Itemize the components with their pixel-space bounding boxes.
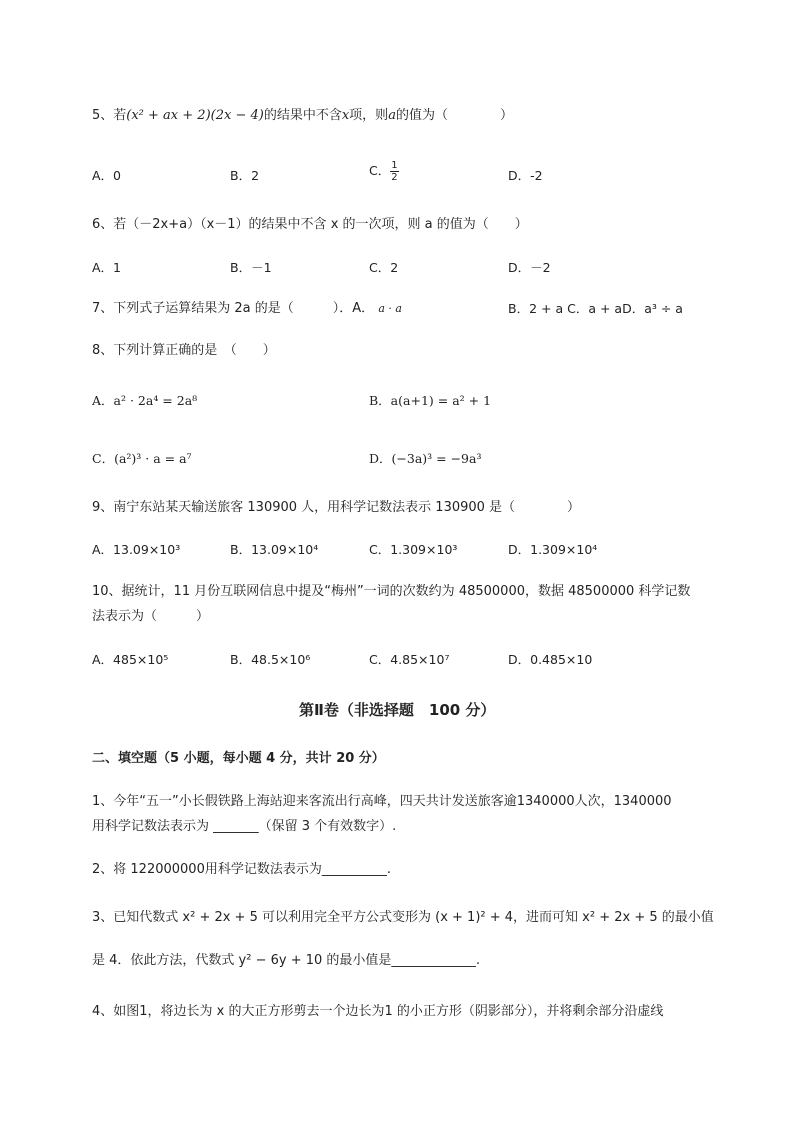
q5-stem <box>92 106 513 126</box>
q5-var-a: a <box>388 108 396 123</box>
q5-option-b: B．2 <box>230 168 260 183</box>
q8-stem: 8、下列计算正确的是 （ ） <box>92 343 276 358</box>
fill3-line2: 是 4．依此方法，代数式 y² − 6y + 10 的最小值是_____________. <box>92 953 481 968</box>
q8-option-d: D．(−3a)³ = −9a³ <box>369 451 482 466</box>
section-heading: 二、填空题（5 小题，每小题 4 分，共计 20 分） <box>92 751 385 766</box>
q5-option-a: A．0 <box>92 168 122 183</box>
q7-option-b-text: B．2 + a <box>508 301 564 316</box>
fraction-numerator: 1 <box>391 160 398 171</box>
q7-option-d-text: D．a³ ÷ a <box>622 301 683 316</box>
section-title: 第Ⅱ卷（非选择题 100 分） <box>299 701 496 719</box>
fill1-line2: 用科学记数法表示为 _______（保留 3 个有效数字）. <box>92 819 397 834</box>
fraction-denominator: 2 <box>391 172 398 183</box>
q6-stem: 6、若（－2x+a）（x－1）的结果中不含 x 的一次项，则 a 的值为（ ） <box>92 217 528 232</box>
q5-mid: 的结果中不含 <box>263 108 342 123</box>
q9-option-d: D．1.309×10⁴ <box>508 542 598 557</box>
q6-option-c: C．2 <box>369 260 399 275</box>
q7-option-c-text: C．a + a <box>567 301 623 316</box>
q7-stem <box>92 299 402 319</box>
q10-option-a: A．485×10⁵ <box>92 652 169 667</box>
fill3-line1: 3、已知代数式 x² + 2x + 5 可以利用完全平方公式变形为 (x + 1)² + 4，进而可知 x² + 2x + 5 的最小值 <box>92 910 714 925</box>
q5-option-d: D．-2 <box>508 168 543 183</box>
q8-option-a: A．a² · 2a⁴ = 2a⁸ <box>92 393 198 408</box>
q5-mid2: 项，则 <box>349 108 389 123</box>
q9-stem: 9、南宁东站某天输送旅客 130900 人，用科学记数法表示 130900 是（ ） <box>92 500 581 515</box>
q5-option-c-label: C． <box>369 163 391 178</box>
q5-suffix: 的值为（ ） <box>395 108 513 123</box>
q7-option-b <box>508 299 683 319</box>
q5-option-c <box>369 160 399 183</box>
q5-option-c-fraction <box>390 160 398 183</box>
q5-prefix: 5、若 <box>92 108 127 123</box>
fill1-line1: 1、今年“五一”小长假铁路上海站迎来客流出行高峰，四天共计发送旅客逾1340000人次，1340000 <box>92 794 672 809</box>
q5-var-x: x <box>341 108 350 123</box>
q6-option-a: A．1 <box>92 260 122 275</box>
fill2: 2、将 122000000用科学记数法表示为__________. <box>92 862 391 877</box>
fill4: 4、如图1，将边长为 x 的大正方形剪去一个边长为1 的小正方形（阴影部分），并将剩余部分沿虚线 <box>92 1004 664 1019</box>
q10-option-d: D．0.485×10 <box>508 652 593 667</box>
q5-expression: (x² + ax + 2)(2x − 4) <box>126 108 264 123</box>
q7-option-a-math: a · a <box>378 302 402 315</box>
q10-option-c: C．4.85×10⁷ <box>369 652 450 667</box>
q6-option-d: D．－2 <box>508 260 551 275</box>
q10-stem-line1: 10、据统计，11 月份互联网信息中提及“梅州”一词的次数约为 48500000，数据 48500000 科学记数 <box>92 584 691 599</box>
q9-option-a: A．13.09×10³ <box>92 542 181 557</box>
q9-option-c: C．1.309×10³ <box>369 542 458 557</box>
q8-option-b: B．a(a+1) = a² + 1 <box>369 393 492 408</box>
q9-option-b: B．13.09×10⁴ <box>230 542 319 557</box>
q7-stem-text: 7、下列式子运算结果为 2a 的是（ ）．A． <box>92 301 375 316</box>
q10-stem-line2: 法表示为（ ） <box>92 609 210 624</box>
q8-option-c: C．(a²)³ · a = a⁷ <box>92 451 192 466</box>
q10-option-b: B．48.5×10⁶ <box>230 652 311 667</box>
q6-option-b: B．－1 <box>230 260 272 275</box>
